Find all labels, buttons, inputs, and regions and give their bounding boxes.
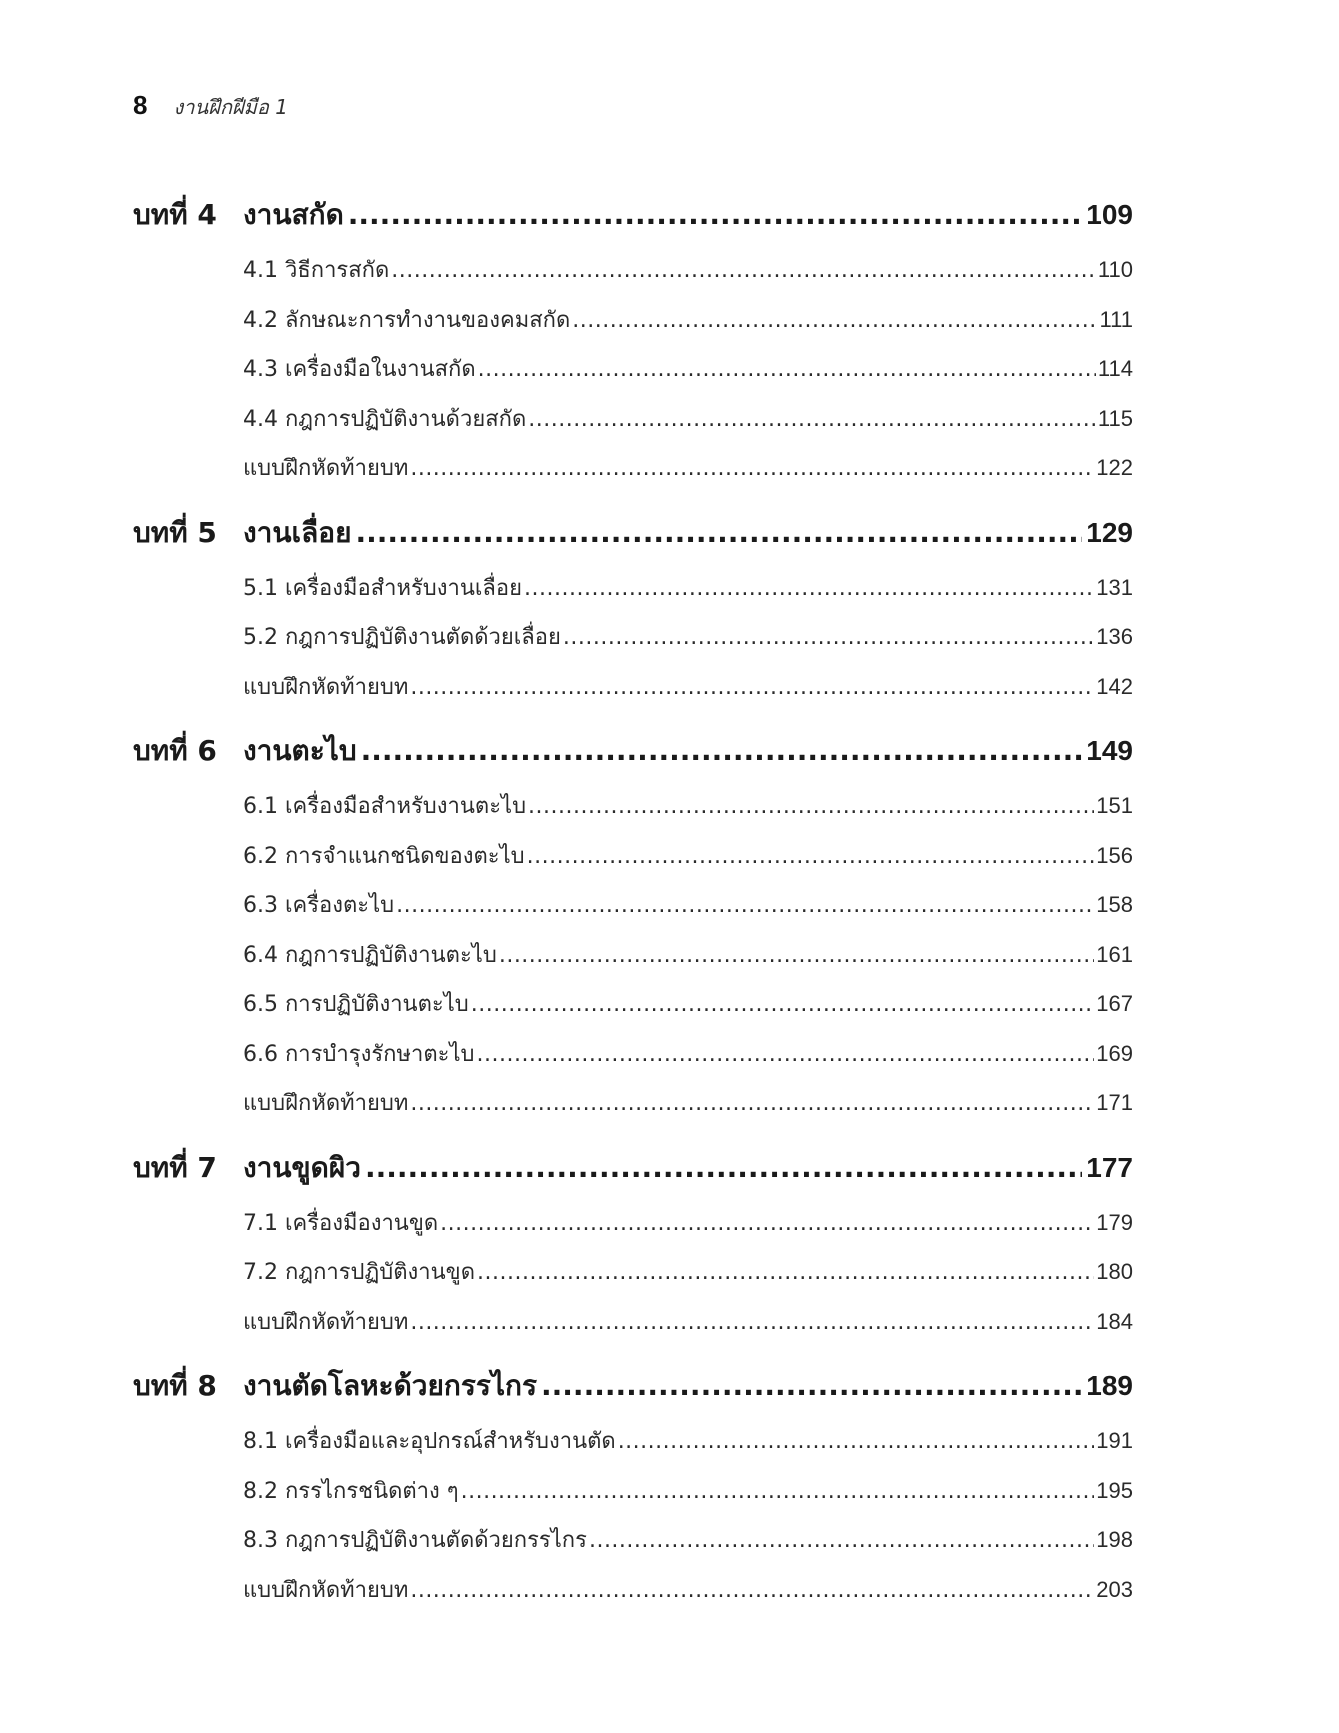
section-page-number: 171 bbox=[1096, 1090, 1133, 1115]
section-title: 7.1 เครื่องมืองานขูด bbox=[243, 1210, 439, 1236]
chapter-entry[interactable] bbox=[133, 1356, 1133, 1416]
section-title: 6.3 เครื่องตะไบ bbox=[243, 893, 395, 918]
book-title: งานฝึกฝีมือ 1 bbox=[173, 95, 288, 119]
dot-leader bbox=[499, 931, 1094, 981]
dot-leader bbox=[396, 881, 1094, 931]
section-entry[interactable] bbox=[133, 1466, 1133, 1516]
section-entry[interactable] bbox=[133, 612, 1133, 662]
section-entry[interactable] bbox=[133, 443, 1133, 493]
section-entry[interactable] bbox=[133, 880, 1133, 930]
section-title: 5.2 กฎการปฏิบัติงานตัดด้วยเลื่อย bbox=[243, 625, 561, 650]
dot-leader bbox=[528, 782, 1094, 832]
dot-leader bbox=[471, 980, 1095, 1030]
page-number: 8 bbox=[133, 90, 148, 120]
section-page-number: 110 bbox=[1097, 257, 1133, 282]
section-page-number: 111 bbox=[1099, 306, 1133, 332]
chapter-block bbox=[133, 721, 1133, 1128]
section-page-number: 158 bbox=[1096, 892, 1133, 917]
section-page-number: 142 bbox=[1096, 673, 1133, 699]
chapter-block bbox=[133, 1138, 1133, 1347]
dot-leader bbox=[618, 1417, 1095, 1467]
chapter-entry[interactable] bbox=[133, 721, 1133, 781]
chapter-block bbox=[133, 503, 1133, 712]
dot-leader bbox=[348, 185, 1083, 245]
section-page-number: 115 bbox=[1097, 405, 1133, 431]
dot-leader bbox=[365, 1138, 1082, 1198]
dot-leader bbox=[528, 395, 1096, 445]
section-title: 7.2 กฎการปฏิบัติงานขูด bbox=[243, 1260, 476, 1285]
section-title: 6.4 กฎการปฏิบัติงานตะไบ bbox=[243, 942, 497, 968]
section-page-number: 203 bbox=[1096, 1576, 1133, 1602]
section-entry[interactable] bbox=[133, 1247, 1133, 1297]
dot-leader bbox=[440, 1199, 1094, 1249]
section-page-number: 184 bbox=[1096, 1308, 1133, 1334]
dot-leader bbox=[410, 444, 1094, 494]
dot-leader bbox=[478, 345, 1096, 395]
dot-leader bbox=[527, 832, 1095, 882]
chapter-page-number: 129 bbox=[1086, 516, 1133, 548]
chapter-label: บทที่ 8 bbox=[133, 1369, 217, 1402]
section-page-number: 151 bbox=[1096, 793, 1133, 818]
chapter-entry[interactable] bbox=[133, 1138, 1133, 1198]
section-title: 6.5 การปฏิบัติงานตะไบ bbox=[243, 992, 469, 1017]
chapter-title: งานขูดผิว bbox=[243, 1150, 361, 1184]
section-page-number: 195 bbox=[1096, 1477, 1133, 1503]
section-title: 5.1 เครื่องมือสำหรับงานเลื่อย bbox=[243, 575, 523, 601]
dot-leader bbox=[361, 721, 1083, 781]
section-entry[interactable] bbox=[133, 930, 1133, 980]
dot-leader bbox=[356, 503, 1083, 563]
section-title: 4.3 เครื่องมือในงานสกัด bbox=[243, 357, 476, 382]
chapter-entry[interactable] bbox=[133, 503, 1133, 563]
dot-leader bbox=[410, 663, 1094, 713]
section-entry[interactable] bbox=[133, 563, 1133, 613]
section-title: แบบฝึกหัดท้ายบท bbox=[243, 1091, 409, 1116]
section-entry[interactable] bbox=[133, 1565, 1133, 1615]
chapter-title: งานสกัด bbox=[243, 198, 344, 231]
chapter-page-number: 109 bbox=[1086, 199, 1133, 230]
dot-leader bbox=[410, 1079, 1094, 1129]
dot-leader bbox=[589, 1516, 1094, 1566]
chapter-block bbox=[133, 185, 1133, 493]
chapter-page-number: 149 bbox=[1086, 735, 1133, 766]
section-title: 8.2 กรรไกรชนิดต่าง ๆ bbox=[243, 1478, 459, 1504]
section-title: แบบฝึกหัดท้ายบท bbox=[243, 456, 409, 481]
chapter-block bbox=[133, 1356, 1133, 1614]
chapter-title: งานตะไบ bbox=[243, 734, 357, 767]
section-entry[interactable] bbox=[133, 344, 1133, 394]
section-title: 6.1 เครื่องมือสำหรับงานตะไบ bbox=[243, 794, 527, 819]
chapter-label: บทที่ 5 bbox=[133, 515, 217, 549]
section-page-number: 167 bbox=[1096, 991, 1133, 1016]
section-page-number: 122 bbox=[1096, 455, 1133, 480]
dot-leader bbox=[410, 1566, 1094, 1616]
chapter-page-number: 189 bbox=[1086, 1370, 1133, 1401]
section-page-number: 114 bbox=[1097, 356, 1133, 381]
section-entry[interactable] bbox=[133, 1297, 1133, 1347]
dot-leader bbox=[461, 1467, 1095, 1517]
chapter-page-number: 177 bbox=[1086, 1151, 1133, 1183]
section-entry[interactable] bbox=[133, 1078, 1133, 1128]
table-of-contents bbox=[133, 185, 1133, 1624]
section-title: แบบฝึกหัดท้ายบท bbox=[243, 1577, 409, 1603]
section-page-number: 131 bbox=[1096, 574, 1133, 600]
dot-leader bbox=[410, 1298, 1094, 1348]
section-title: 8.3 กฎการปฏิบัติงานตัดด้วยกรรไกร bbox=[243, 1528, 587, 1553]
section-title: 4.2 ลักษณะการทำงานของคมสกัด bbox=[243, 307, 571, 333]
section-title: แบบฝึกหัดท้ายบท bbox=[243, 674, 409, 700]
section-title: 6.2 การจำแนกชนิดของตะไบ bbox=[243, 843, 525, 869]
section-entry[interactable] bbox=[133, 781, 1133, 831]
page-header bbox=[133, 90, 288, 123]
section-entry[interactable] bbox=[133, 662, 1133, 712]
dot-leader bbox=[541, 1356, 1082, 1416]
dot-leader bbox=[563, 613, 1094, 663]
section-entry[interactable] bbox=[133, 1029, 1133, 1079]
dot-leader bbox=[476, 1030, 1094, 1080]
chapter-title: งานเลื่อย bbox=[243, 515, 352, 549]
dot-leader bbox=[524, 564, 1094, 614]
section-entry[interactable] bbox=[133, 1515, 1133, 1565]
section-page-number: 169 bbox=[1096, 1040, 1133, 1066]
section-page-number: 161 bbox=[1096, 941, 1133, 967]
section-page-number: 179 bbox=[1096, 1209, 1133, 1235]
section-page-number: 191 bbox=[1096, 1428, 1133, 1453]
dot-leader bbox=[572, 296, 1097, 346]
section-title: แบบฝึกหัดท้ายบท bbox=[243, 1309, 409, 1335]
dot-leader bbox=[391, 246, 1096, 296]
section-title: 4.1 วิธีการสกัด bbox=[243, 258, 390, 283]
section-page-number: 180 bbox=[1096, 1259, 1133, 1284]
chapter-title: งานตัดโลหะด้วยกรรไกร bbox=[243, 1369, 538, 1402]
chapter-label: บทที่ 7 bbox=[133, 1150, 217, 1184]
chapter-label: บทที่ 6 bbox=[133, 734, 217, 767]
section-title: 4.4 กฎการปฏิบัติงานด้วยสกัด bbox=[243, 406, 527, 432]
section-entry[interactable] bbox=[133, 1198, 1133, 1248]
chapter-entry[interactable] bbox=[133, 185, 1133, 245]
section-entry[interactable] bbox=[133, 394, 1133, 444]
section-page-number: 198 bbox=[1096, 1527, 1133, 1552]
section-entry[interactable] bbox=[133, 295, 1133, 345]
dot-leader bbox=[477, 1248, 1094, 1298]
section-title: 8.1 เครื่องมือและอุปกรณ์สำหรับงานตัด bbox=[243, 1429, 616, 1454]
chapter-label: บทที่ 4 bbox=[133, 198, 217, 231]
section-entry[interactable] bbox=[133, 1416, 1133, 1466]
section-entry[interactable] bbox=[133, 831, 1133, 881]
section-title: 6.6 การบำรุงรักษาตะไบ bbox=[243, 1041, 475, 1067]
section-entry[interactable] bbox=[133, 245, 1133, 295]
section-page-number: 136 bbox=[1096, 624, 1133, 649]
section-entry[interactable] bbox=[133, 979, 1133, 1029]
section-page-number: 156 bbox=[1096, 842, 1133, 868]
